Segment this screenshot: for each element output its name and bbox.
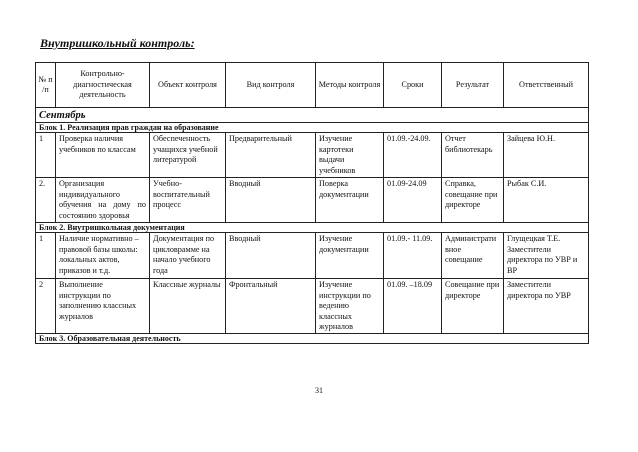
cell-dates: 01.09-24.09 (384, 178, 442, 223)
cell-method: Изучение документации (316, 233, 384, 279)
cell-number: 1 (36, 233, 56, 279)
col-header-result: Результат (442, 63, 504, 108)
cell-dates: 01.09.-24.09. (384, 133, 442, 178)
col-header-activity: Контрольно-диагностическая деятельность (56, 63, 150, 108)
cell-type: Вводный (226, 178, 316, 223)
table-row (36, 178, 589, 223)
control-table (35, 62, 589, 344)
col-header-responsible: Ответственный (504, 63, 589, 108)
col-header-number: № п /п (36, 63, 56, 108)
cell-result: Совещание при директоре (442, 279, 504, 334)
cell-dates: 01.09.- 11.09. (384, 233, 442, 279)
cell-activity: Наличие нормативно – правовой базы школы: локальных актов, приказов и т.д. (56, 233, 150, 279)
cell-object: Учебно-воспитательный процесс (150, 178, 226, 223)
cell-activity: Организация индивидуального обучения на дому по состоянию здоровья (56, 178, 150, 223)
cell-method: Изучение инструкции по ведению классных журналов (316, 279, 384, 334)
cell-type: Вводный (226, 233, 316, 279)
col-header-type: Вид контроля (226, 63, 316, 108)
cell-result: Отчет библиотекарь (442, 133, 504, 178)
block-title: Блок 1. Реализация прав граждан на образование (36, 123, 589, 133)
block-title: Блок 2. Внутришкольная документация (36, 223, 589, 233)
cell-object: Обеспеченность учащихся учебной литературой (150, 133, 226, 178)
block-row (36, 223, 589, 233)
cell-dates: 01.09. –18.09 (384, 279, 442, 334)
table-row (36, 279, 589, 334)
cell-responsible: Зайцева Ю.Н. (504, 133, 589, 178)
cell-method: Поверка документации (316, 178, 384, 223)
page-number: 31 (315, 386, 323, 395)
cell-responsible: Рыбак С.И. (504, 178, 589, 223)
month-row (36, 108, 589, 123)
table-row (36, 133, 589, 178)
col-header-object: Объект контроля (150, 63, 226, 108)
col-header-dates: Сроки (384, 63, 442, 108)
cell-type: Фронтальный (226, 279, 316, 334)
table-header-row (36, 63, 589, 108)
cell-responsible: Глущецкая Т.Е. Заместители директора по УВР и ВР (504, 233, 589, 279)
cell-number: 2 (36, 279, 56, 334)
cell-activity: Выполнение инструкции по заполнению классных журналов (56, 279, 150, 334)
block-row (36, 123, 589, 133)
cell-result: Справка, совещание при директоре (442, 178, 504, 223)
cell-number: 2. (36, 178, 56, 223)
page-heading: Внутришкольный контроль: (40, 36, 195, 50)
cell-activity: Проверка наличия учебников по классам (56, 133, 150, 178)
cell-result: Административное совещание (442, 233, 504, 279)
cell-object: Документация по цикловрамме на начало учебного года (150, 233, 226, 279)
cell-method: Изучение картотеки выдачи учебников (316, 133, 384, 178)
block-row (36, 334, 589, 344)
month-label: Сентябрь (36, 108, 589, 123)
block-title: Блок 3. Образовательная деятельность (36, 334, 589, 344)
cell-type: Предварительный (226, 133, 316, 178)
col-header-methods: Методы контроля (316, 63, 384, 108)
cell-number: 1 (36, 133, 56, 178)
table-row (36, 233, 589, 279)
cell-responsible: Заместители директора по УВР (504, 279, 589, 334)
cell-object: Классные журналы (150, 279, 226, 334)
